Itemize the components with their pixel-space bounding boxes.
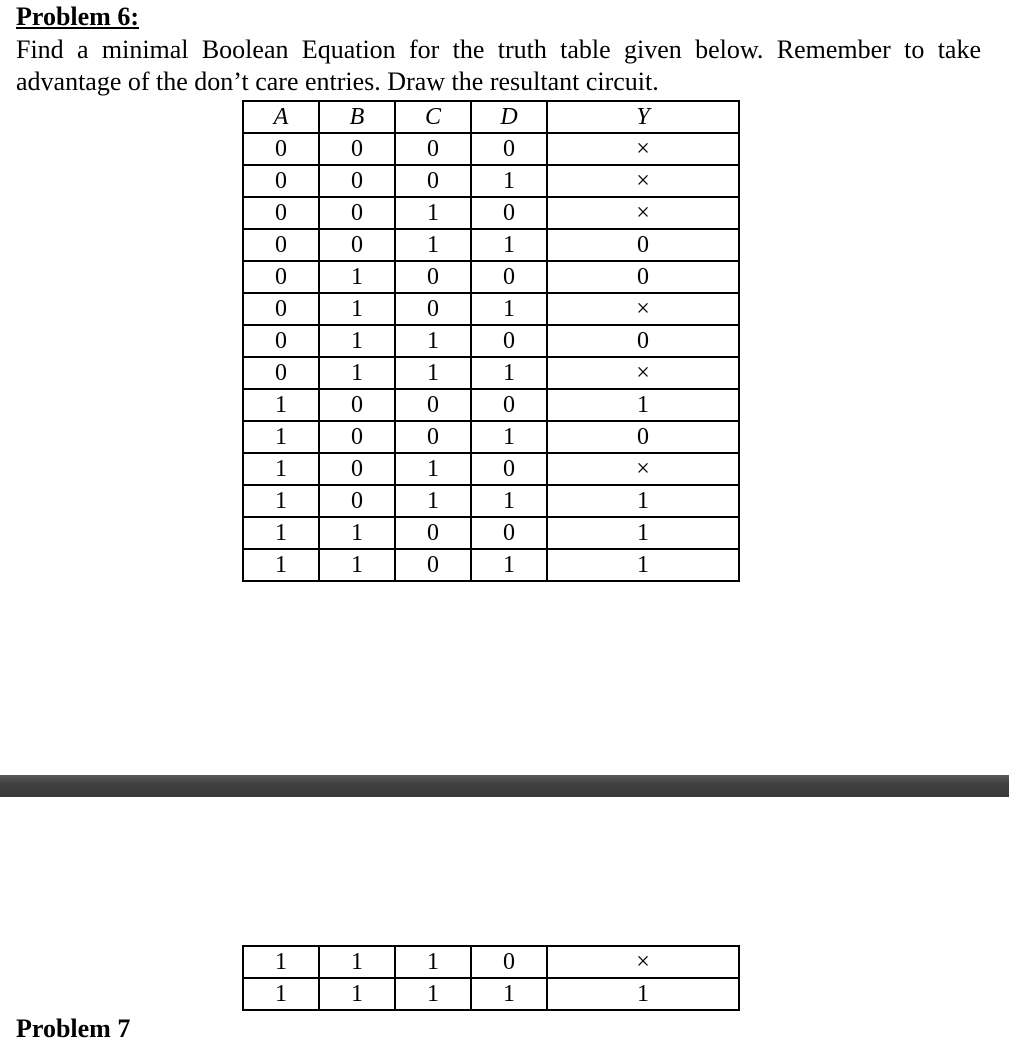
cell-c: 1	[395, 485, 471, 517]
cell-a: 0	[243, 261, 319, 293]
cell-d: 0	[471, 453, 547, 485]
cell-y: ×	[547, 293, 739, 325]
cell-c: 0	[395, 517, 471, 549]
cell-b: 1	[319, 946, 395, 978]
page-divider	[0, 775, 1009, 797]
cell-c: 1	[395, 325, 471, 357]
cell-d: 1	[471, 549, 547, 581]
table-row	[243, 389, 739, 421]
table-row	[243, 485, 739, 517]
table-row	[243, 197, 739, 229]
cell-c: 0	[395, 549, 471, 581]
cell-y: ×	[547, 946, 739, 978]
table-header-row	[243, 101, 739, 133]
cell-b: 0	[319, 133, 395, 165]
cell-b: 1	[319, 517, 395, 549]
cell-b: 0	[319, 485, 395, 517]
cell-a: 0	[243, 325, 319, 357]
cell-c: 0	[395, 293, 471, 325]
cell-c: 0	[395, 261, 471, 293]
table-row	[243, 421, 739, 453]
cell-d: 1	[471, 978, 547, 1010]
cell-y: ×	[547, 197, 739, 229]
cell-b: 1	[319, 325, 395, 357]
table-row	[243, 229, 739, 261]
cell-a: 1	[243, 485, 319, 517]
cell-c: 0	[395, 389, 471, 421]
cell-d: 0	[471, 389, 547, 421]
cell-b: 0	[319, 389, 395, 421]
cell-a: 0	[243, 229, 319, 261]
problem-text: Find a minimal Boolean Equation for the truth table given below. Remember to take advantage of the don’t care entries. Draw the resultant circuit.	[16, 35, 981, 96]
cell-c: 1	[395, 229, 471, 261]
table-row	[243, 325, 739, 357]
cell-b: 1	[319, 293, 395, 325]
cell-b: 1	[319, 978, 395, 1010]
header-b: B	[319, 101, 395, 133]
cell-a: 0	[243, 133, 319, 165]
cell-a: 0	[243, 293, 319, 325]
cell-y: 1	[547, 517, 739, 549]
header-d: D	[471, 101, 547, 133]
cell-c: 0	[395, 133, 471, 165]
cell-b: 1	[319, 261, 395, 293]
cell-y: ×	[547, 133, 739, 165]
header-y: Y	[547, 101, 739, 133]
cell-d: 0	[471, 946, 547, 978]
truth-table-continued	[242, 945, 740, 1011]
table-row	[243, 549, 739, 581]
cell-d: 1	[471, 485, 547, 517]
cell-y: ×	[547, 165, 739, 197]
header-c: C	[395, 101, 471, 133]
truth-table	[242, 100, 740, 582]
cell-y: 0	[547, 229, 739, 261]
cell-d: 1	[471, 229, 547, 261]
cell-a: 1	[243, 946, 319, 978]
table-row	[243, 261, 739, 293]
table-row	[243, 133, 739, 165]
cell-y: 1	[547, 485, 739, 517]
cell-b: 1	[319, 357, 395, 389]
next-problem-heading-fragment: Problem 7	[16, 1014, 131, 1043]
cell-a: 0	[243, 357, 319, 389]
cell-b: 0	[319, 229, 395, 261]
cell-d: 1	[471, 421, 547, 453]
cell-y: 1	[547, 389, 739, 421]
cell-a: 1	[243, 978, 319, 1010]
cell-y: 1	[547, 978, 739, 1010]
cell-b: 0	[319, 421, 395, 453]
cell-d: 0	[471, 517, 547, 549]
table-row	[243, 165, 739, 197]
cell-c: 1	[395, 946, 471, 978]
cell-y: ×	[547, 357, 739, 389]
cell-c: 1	[395, 453, 471, 485]
problem-title: Problem 6:	[16, 2, 139, 31]
cell-d: 0	[471, 325, 547, 357]
cell-d: 0	[471, 261, 547, 293]
cell-d: 1	[471, 357, 547, 389]
cell-b: 0	[319, 197, 395, 229]
table-row	[243, 453, 739, 485]
header-a: A	[243, 101, 319, 133]
cell-a: 0	[243, 165, 319, 197]
cell-y: ×	[547, 453, 739, 485]
cell-a: 0	[243, 197, 319, 229]
cell-a: 1	[243, 421, 319, 453]
table-row	[243, 357, 739, 389]
cell-d: 1	[471, 165, 547, 197]
table-row	[243, 978, 739, 1010]
cell-y: 0	[547, 325, 739, 357]
table-row	[243, 946, 739, 978]
cell-a: 1	[243, 389, 319, 421]
cell-b: 0	[319, 165, 395, 197]
cell-d: 0	[471, 133, 547, 165]
cell-a: 1	[243, 517, 319, 549]
cell-c: 1	[395, 357, 471, 389]
cell-a: 1	[243, 549, 319, 581]
cell-b: 1	[319, 549, 395, 581]
cell-y: 0	[547, 261, 739, 293]
table-row	[243, 517, 739, 549]
cell-c: 0	[395, 421, 471, 453]
cell-y: 0	[547, 421, 739, 453]
cell-a: 1	[243, 453, 319, 485]
cell-y: 1	[547, 549, 739, 581]
cell-c: 1	[395, 978, 471, 1010]
cell-c: 0	[395, 165, 471, 197]
cell-d: 0	[471, 197, 547, 229]
cell-b: 0	[319, 453, 395, 485]
cell-c: 1	[395, 197, 471, 229]
table-row	[243, 293, 739, 325]
cell-d: 1	[471, 293, 547, 325]
